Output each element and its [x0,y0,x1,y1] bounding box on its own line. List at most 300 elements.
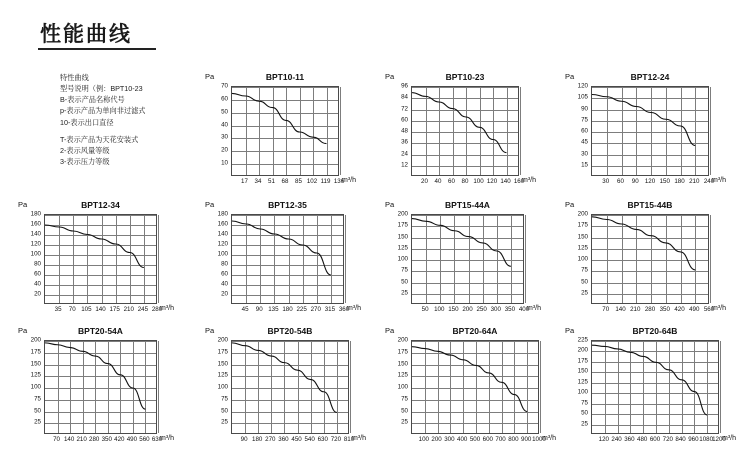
y-tick-label: 160 [217,220,228,228]
chart-bpt10-23 [385,72,545,192]
x-tick-label: 350 [101,436,112,443]
y-tick-label: 200 [30,336,41,344]
x-tick-label: 140 [500,178,511,185]
x-tick-label: 210 [630,306,641,313]
x-tick-label: 90 [631,178,639,185]
y-tick-label: 120 [217,240,228,248]
grid-line-vertical [340,87,341,175]
y-tick-label: 45 [581,138,588,146]
y-tick-label: 25 [34,418,41,426]
y-tick-label: 140 [217,230,228,238]
x-tick-label: 300 [444,436,455,443]
chart-bpt20-64a [385,326,565,450]
x-tick-label: 119 [320,178,331,185]
page-title: 性能曲线 [40,23,132,46]
legend-line: 型号说明（例：BPT10-23 [60,84,143,94]
y-axis-labels [205,336,228,434]
series-curve [412,347,527,412]
y-tick-label: 60 [581,127,588,135]
x-tick-label: 490 [126,436,138,443]
y-axis-unit: Pa [565,72,575,81]
plot-area [591,86,709,176]
chart-title: BPT20-64A [452,326,498,336]
x-tick-label: 175 [109,306,120,313]
x-tick-label: 150 [448,306,459,313]
x-tick-label: 300 [490,306,501,313]
x-tick-label: 90 [240,436,248,443]
y-tick-label: 120 [30,240,41,248]
curve-svg [45,341,158,435]
y-tick-label: 105 [577,93,588,101]
y-axis-labels [205,82,228,176]
x-axis-unit: m³/h [542,435,556,442]
grid-line-vertical [710,215,711,303]
chart-title: BPT15-44A [445,200,490,210]
y-axis-labels [385,82,408,176]
y-tick-label: 80 [34,260,41,268]
y-tick-label: 72 [401,105,408,112]
y-tick-label: 200 [397,336,408,344]
x-axis-unit: m³/h [160,305,174,312]
curve-svg [592,341,720,435]
legend-line: 特性曲线 [60,73,89,82]
x-axis-labels [44,306,163,318]
y-tick-label: 200 [577,346,588,354]
x-tick-label: 100 [418,436,429,443]
x-tick-label: 120 [486,178,498,185]
curve-svg [232,215,345,305]
x-axis-labels [591,178,715,190]
series-curve [412,93,507,153]
grid-line-vertical [350,341,351,433]
x-tick-label: 720 [662,436,673,443]
x-tick-label: 1200 [712,436,726,443]
chart-bpt20-54a [18,326,183,450]
y-tick-label: 80 [221,260,228,268]
y-tick-label: 75 [34,395,41,403]
y-tick-label: 125 [30,371,41,379]
series-curve [232,343,337,413]
x-axis-unit: m³/h [522,177,536,184]
y-tick-label: 25 [401,418,408,426]
series-curve [232,93,327,143]
y-tick-label: 75 [401,395,408,403]
x-tick-label: 600 [649,436,661,443]
grid-line-vertical [525,215,526,303]
y-tick-label: 60 [221,270,228,278]
x-tick-label: 20 [421,178,428,185]
y-tick-label: 125 [217,371,228,379]
y-tick-label: 60 [401,116,408,124]
grid-line-vertical [520,87,521,175]
x-tick-label: 630 [151,436,163,443]
y-axis-labels [385,336,408,434]
x-tick-label: 560 [703,306,715,313]
chart-title: BPT12-34 [81,200,120,210]
x-tick-label: 85 [295,178,302,185]
x-tick-label: 140 [615,306,626,313]
x-tick-label: 100 [473,178,484,185]
x-axis-labels [411,306,530,318]
y-tick-label: 100 [577,388,588,396]
chart-title: BPT20-54A [78,326,123,336]
x-tick-label: 630 [317,436,328,443]
curve-svg [412,341,540,435]
x-tick-label: 136 [333,178,345,185]
chart-title: BPT20-64B [632,326,678,336]
x-tick-label: 120 [644,178,656,185]
series-curve [232,221,331,275]
x-axis-unit: m³/h [347,305,361,312]
x-tick-label: 102 [306,178,318,185]
y-tick-label: 125 [577,378,588,386]
legend-line: 2-表示风量等级 [60,145,110,155]
y-tick-label: 60 [221,95,228,103]
x-axis-labels [411,178,525,190]
y-axis-unit: Pa [205,200,215,209]
y-tick-label: 175 [217,348,228,356]
y-axis-unit: Pa [205,72,215,81]
y-tick-label: 75 [581,266,588,274]
y-tick-label: 90 [581,105,588,112]
y-tick-label: 140 [30,230,41,238]
y-tick-label: 75 [221,395,228,403]
x-tick-label: 360 [624,436,635,443]
x-axis-unit: m³/h [342,177,356,184]
x-tick-label: 500 [469,436,481,443]
x-tick-label: 135 [268,306,279,313]
y-axis-labels [385,210,408,304]
x-tick-label: 150 [659,178,670,185]
x-tick-label: 70 [68,306,76,313]
x-tick-label: 360 [338,306,350,313]
x-tick-label: 200 [462,306,473,313]
x-tick-label: 225 [296,306,307,313]
y-tick-label: 125 [397,371,408,379]
y-tick-label: 96 [401,82,408,90]
y-tick-label: 70 [221,82,228,90]
y-tick-label: 48 [401,127,408,135]
plot-area [44,214,157,304]
x-axis-labels [231,306,350,318]
y-tick-label: 25 [221,418,228,426]
legend-line: T-表示产品为天花安装式 [60,134,139,144]
legend-line: 3-表示压力等级 [60,157,110,167]
x-tick-label: 810 [343,436,355,443]
chart-title: BPT20-54B [267,326,313,336]
grid-line-vertical [158,341,159,433]
chart-bpt15-44a [385,200,550,320]
chart-bpt20-54b [205,326,375,450]
y-axis-labels [205,210,228,304]
x-tick-label: 35 [54,306,62,313]
y-tick-label: 175 [397,221,408,229]
x-tick-label: 280 [644,306,656,313]
y-tick-label: 15 [581,161,588,169]
y-tick-label: 100 [30,383,41,391]
series-curve [412,219,511,267]
x-tick-label: 40 [434,178,442,185]
y-tick-label: 75 [581,116,588,124]
x-axis-labels [231,178,345,190]
y-tick-label: 50 [34,407,41,414]
plot-area [411,86,519,176]
y-tick-label: 120 [577,82,588,90]
x-tick-label: 800 [508,436,519,443]
x-tick-label: 1000 [532,436,546,443]
grid-line-vertical [345,215,346,303]
chart-bpt12-34 [18,200,183,320]
chart-bpt12-35 [205,200,370,320]
plot-area [231,340,349,434]
y-tick-label: 36 [401,138,408,146]
x-axis-labels [591,306,715,318]
x-tick-label: 240 [703,178,715,185]
x-tick-label: 30 [602,178,610,185]
grid-line-vertical [710,87,711,175]
y-tick-label: 100 [217,383,228,391]
chart-title: BPT10-11 [265,72,305,82]
x-tick-label: 400 [457,436,468,443]
x-tick-label: 350 [504,306,516,313]
y-tick-label: 60 [34,270,41,278]
y-tick-label: 30 [581,150,588,157]
grid-line-vertical [720,341,721,433]
x-axis-unit: m³/h [712,305,726,312]
y-axis-labels [565,210,588,304]
x-tick-label: 960 [688,436,699,443]
y-tick-label: 150 [397,233,408,240]
x-tick-label: 45 [241,306,249,313]
y-tick-label: 175 [577,357,588,365]
x-tick-label: 80 [461,178,469,185]
y-axis-unit: Pa [565,326,575,335]
y-tick-label: 150 [30,360,41,367]
x-axis-unit: m³/h [712,177,726,184]
y-tick-label: 40 [221,280,228,288]
y-tick-label: 200 [217,336,228,344]
x-tick-label: 51 [268,178,275,185]
y-tick-label: 150 [397,360,408,367]
y-tick-label: 160 [30,220,41,228]
y-tick-label: 25 [581,289,588,297]
x-tick-label: 270 [310,306,321,313]
y-tick-label: 100 [397,383,408,391]
x-axis-unit: m³/h [722,435,736,442]
x-axis-unit: m³/h [527,305,541,312]
x-tick-label: 490 [689,306,700,313]
curve-svg [232,341,350,435]
chart-bpt10-11 [205,72,365,192]
y-tick-label: 150 [577,367,588,375]
legend-line: p-表示产品为单向非过滤式 [60,106,146,116]
x-tick-label: 60 [448,178,455,185]
curve-svg [592,87,710,177]
y-axis-unit: Pa [18,200,28,209]
x-tick-label: 70 [53,436,60,443]
series-curve [592,95,695,146]
y-tick-label: 50 [401,407,408,414]
y-tick-label: 200 [397,210,408,218]
legend-line: 10-表示出口直径 [60,117,114,127]
legend-line: B-表示产品名称代号 [60,95,125,105]
curve-svg [592,215,710,305]
y-tick-label: 12 [401,161,408,169]
curve-svg [412,87,520,177]
y-tick-label: 125 [577,244,588,252]
plot-area [231,214,344,304]
series-curve [592,345,707,415]
curve-svg [412,215,525,305]
x-axis-unit: m³/h [160,435,174,442]
plot-area [44,340,157,434]
x-tick-label: 210 [123,306,134,313]
y-tick-label: 180 [217,210,228,218]
y-axis-unit: Pa [385,200,395,209]
plot-area [411,214,524,304]
chart-title: BPT10-23 [445,72,485,82]
grid-line-vertical [540,341,541,433]
y-tick-label: 175 [397,348,408,356]
y-axis-unit: Pa [385,72,395,81]
x-tick-label: 60 [617,178,624,185]
x-tick-label: 560 [139,436,150,443]
y-tick-label: 30 [221,133,228,141]
chart-bpt15-44b [565,200,735,320]
y-axis-labels [18,336,41,434]
series-curve [592,217,695,270]
x-tick-label: 120 [598,436,609,443]
chart-title: BPT12-35 [268,200,307,210]
x-tick-label: 450 [291,436,302,443]
x-tick-label: 70 [602,306,610,313]
y-axis-unit: Pa [18,326,28,335]
x-tick-label: 140 [63,436,75,443]
y-tick-label: 100 [217,250,228,258]
x-tick-label: 420 [674,306,685,313]
x-tick-label: 210 [76,436,87,443]
y-tick-label: 20 [34,290,41,298]
chart-title: BPT15-44B [627,200,673,210]
y-tick-label: 200 [577,210,588,218]
chart-bpt20-64b [565,326,745,450]
x-tick-label: 34 [254,178,262,185]
x-axis-labels [231,436,355,448]
x-tick-label: 200 [431,436,442,443]
y-tick-label: 25 [581,420,588,428]
y-axis-labels [565,336,588,434]
y-axis-labels [565,82,588,176]
y-tick-label: 100 [30,250,41,258]
plot-area [591,214,709,304]
y-tick-label: 100 [577,255,588,263]
y-tick-label: 40 [221,121,228,129]
curve-svg [45,215,158,305]
x-tick-label: 315 [324,306,336,313]
y-tick-label: 75 [401,266,408,274]
y-tick-label: 40 [34,280,41,288]
y-tick-label: 175 [30,348,41,356]
chart-bpt12-24 [565,72,735,192]
y-axis-labels [18,210,41,304]
x-tick-label: 105 [81,306,92,313]
legend-text [60,72,200,167]
x-tick-label: 600 [482,436,493,443]
y-tick-label: 24 [401,150,408,157]
x-tick-label: 240 [611,436,622,443]
x-tick-label: 17 [241,178,248,185]
y-tick-label: 50 [581,409,588,417]
x-tick-label: 360 [278,436,289,443]
x-tick-label: 480 [637,436,648,443]
y-tick-label: 150 [217,360,228,367]
x-tick-label: 180 [282,306,293,313]
series-curve [45,225,144,268]
x-tick-label: 50 [421,306,429,313]
x-tick-label: 900 [521,436,532,443]
x-tick-label: 720 [330,436,342,443]
x-tick-label: 180 [674,178,685,185]
plot-area [231,86,339,176]
x-axis-labels [411,436,546,448]
y-axis-unit: Pa [205,326,215,335]
y-tick-label: 84 [401,93,408,101]
y-tick-label: 100 [397,255,408,263]
y-axis-unit: Pa [565,200,575,209]
x-tick-label: 280 [151,306,163,313]
y-tick-label: 25 [401,289,408,297]
y-tick-label: 225 [577,336,588,344]
x-tick-label: 540 [304,436,315,443]
y-tick-label: 180 [30,210,41,218]
x-tick-label: 400 [518,306,530,313]
x-tick-label: 1080 [699,436,714,443]
x-tick-label: 140 [95,306,106,313]
y-tick-label: 20 [221,146,228,154]
y-axis-unit: Pa [385,326,395,335]
x-tick-label: 180 [252,436,263,443]
y-tick-label: 150 [577,233,588,240]
curve-svg [232,87,340,177]
x-tick-label: 68 [281,178,289,185]
y-tick-label: 50 [581,278,588,285]
y-tick-label: 75 [581,399,588,407]
x-tick-label: 840 [675,436,686,443]
x-tick-label: 250 [476,306,487,313]
plot-area [591,340,719,434]
x-tick-label: 100 [434,306,445,313]
y-tick-label: 20 [221,290,228,298]
y-tick-label: 125 [397,244,408,252]
y-tick-label: 50 [221,407,228,414]
grid-line-vertical [158,215,159,303]
x-tick-label: 700 [495,436,506,443]
x-tick-label: 420 [114,436,125,443]
x-tick-label: 350 [659,306,670,313]
x-axis-unit: m³/h [352,435,366,442]
x-tick-label: 270 [265,436,276,443]
x-axis-labels [44,436,163,448]
y-tick-label: 10 [221,159,228,167]
x-tick-label: 90 [255,306,263,313]
x-tick-label: 160 [513,178,525,185]
x-tick-label: 280 [89,436,100,443]
y-tick-label: 50 [401,278,408,285]
x-tick-label: 245 [137,306,149,313]
series-curve [45,343,145,409]
x-tick-label: 210 [689,178,700,185]
y-tick-label: 50 [221,108,228,116]
